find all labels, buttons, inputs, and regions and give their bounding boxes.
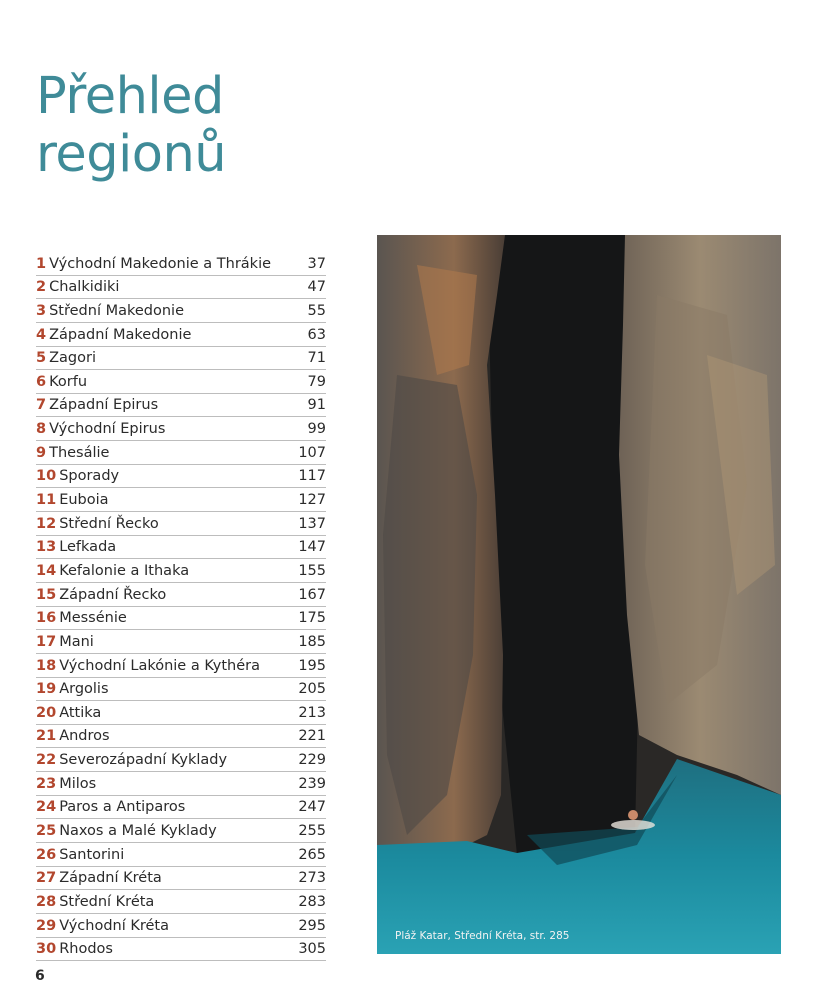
region-entry-label	[36, 397, 158, 414]
region-entry	[36, 512, 326, 536]
region-entry	[36, 796, 326, 820]
region-entry-label	[36, 776, 96, 793]
region-name: Západní Makedonie	[49, 326, 192, 343]
page-title	[36, 68, 226, 184]
region-entry	[36, 299, 326, 323]
region-entry	[36, 323, 326, 347]
region-number: 23	[36, 775, 57, 792]
region-name: Santorini	[59, 846, 125, 863]
region-page-number: 195	[298, 657, 326, 674]
region-entry	[36, 488, 326, 512]
region-entry-label	[36, 350, 96, 367]
region-entry	[36, 654, 326, 678]
region-entry-label	[36, 303, 184, 320]
region-entry-label	[36, 941, 113, 958]
region-entry	[36, 630, 326, 654]
region-number: 6	[36, 373, 47, 390]
region-number: 28	[36, 893, 57, 910]
region-name: Střední Řecko	[59, 515, 159, 532]
region-entry-label	[36, 327, 191, 344]
region-name: Lefkada	[59, 539, 117, 556]
region-number: 15	[36, 586, 57, 603]
region-entry	[36, 441, 326, 465]
region-number: 13	[36, 539, 57, 556]
region-name: Střední Makedonie	[49, 302, 184, 319]
region-page-number: 295	[298, 917, 326, 934]
region-entry	[36, 701, 326, 725]
region-entry-label	[36, 539, 116, 556]
region-page-number: 155	[298, 562, 326, 579]
page-title-line-2: regionů	[36, 125, 227, 184]
region-entry-label	[36, 752, 227, 769]
region-number: 2	[36, 279, 47, 296]
region-name: Severozápadní Kyklady	[59, 752, 228, 769]
region-entry-label	[36, 847, 124, 864]
region-entry-label	[36, 705, 101, 722]
region-number: 1	[36, 255, 47, 272]
region-entry-label	[36, 421, 165, 438]
region-page-number: 127	[298, 492, 326, 509]
region-name: Východní Kréta	[59, 917, 170, 934]
region-entry-label	[36, 256, 271, 273]
region-number: 19	[36, 681, 57, 698]
page-title-line-1: Přehled	[36, 67, 224, 126]
region-name: Chalkidiki	[49, 279, 120, 296]
region-entry-label	[36, 468, 119, 485]
region-name: Attika	[59, 704, 102, 721]
region-entry-label	[36, 918, 169, 935]
region-entry-label	[36, 870, 162, 887]
region-entry	[36, 607, 326, 631]
region-entry-label	[36, 728, 110, 745]
region-page-number: 229	[298, 752, 326, 769]
region-page-number: 167	[298, 586, 326, 603]
region-entry-label	[36, 681, 109, 698]
region-page-number: 107	[298, 444, 326, 461]
region-entry-label	[36, 587, 166, 604]
region-name: Mani	[59, 633, 94, 650]
region-entry	[36, 914, 326, 938]
region-name: Naxos a Malé Kyklady	[59, 823, 217, 840]
region-page-number: 255	[298, 823, 326, 840]
region-page-number: 265	[298, 846, 326, 863]
region-number: 20	[36, 704, 57, 721]
region-name: Thesálie	[49, 444, 110, 461]
region-entry-label	[36, 610, 127, 627]
region-name: Korfu	[49, 373, 88, 390]
region-name: Západní Epirus	[49, 397, 159, 414]
region-entry	[36, 347, 326, 371]
region-page-number: 37	[307, 255, 326, 272]
region-entry	[36, 772, 326, 796]
region-name: Východní Lakónie a Kythéra	[59, 657, 260, 674]
region-number: 25	[36, 823, 57, 840]
region-page-number: 99	[307, 421, 326, 438]
region-page-number: 117	[298, 468, 326, 485]
region-number: 27	[36, 870, 57, 887]
photo-caption: Pláž Katar, Střední Kréta, str. 285	[395, 930, 570, 942]
region-page-number: 205	[298, 681, 326, 698]
region-page-number: 239	[298, 775, 326, 792]
region-number: 18	[36, 657, 57, 674]
region-name: Západní Řecko	[59, 586, 167, 603]
region-number: 14	[36, 562, 57, 579]
region-entry-label	[36, 279, 119, 296]
region-entry	[36, 252, 326, 276]
region-entry-label	[36, 634, 94, 651]
region-entry	[36, 678, 326, 702]
region-entry	[36, 890, 326, 914]
region-page-number: 55	[307, 302, 326, 319]
region-page-number: 185	[298, 633, 326, 650]
region-number: 11	[36, 492, 57, 509]
region-name: Messénie	[59, 610, 127, 627]
region-number: 10	[36, 468, 57, 485]
region-number: 16	[36, 610, 57, 627]
region-name: Andros	[59, 728, 110, 745]
region-entry	[36, 819, 326, 843]
region-number: 12	[36, 515, 57, 532]
region-name: Paros a Antiparos	[59, 799, 186, 816]
region-page-number: 147	[298, 539, 326, 556]
region-page-number: 213	[298, 704, 326, 721]
region-entry-label	[36, 658, 260, 675]
region-entry	[36, 536, 326, 560]
region-name: Euboia	[59, 492, 109, 509]
region-name: Zagori	[49, 350, 96, 367]
region-page-number: 137	[298, 515, 326, 532]
region-name: Sporady	[59, 468, 120, 485]
region-entry	[36, 867, 326, 891]
region-name: Západní Kréta	[59, 870, 162, 887]
region-number: 5	[36, 350, 47, 367]
region-entry	[36, 276, 326, 300]
region-entry	[36, 725, 326, 749]
region-name: Rhodos	[59, 941, 113, 958]
region-name: Argolis	[59, 681, 109, 698]
region-entry-label	[36, 516, 159, 533]
region-list	[36, 252, 326, 961]
region-entry-label	[36, 894, 154, 911]
region-entry	[36, 370, 326, 394]
region-entry	[36, 559, 326, 583]
region-page-number: 175	[298, 610, 326, 627]
page-number: 6	[35, 968, 45, 984]
region-entry-label	[36, 799, 185, 816]
region-entry-label	[36, 563, 189, 580]
region-page-number: 79	[307, 373, 326, 390]
region-entry-label	[36, 374, 87, 391]
region-number: 22	[36, 752, 57, 769]
region-entry-label	[36, 492, 109, 509]
region-entry	[36, 465, 326, 489]
region-page-number: 91	[307, 397, 326, 414]
region-number: 8	[36, 421, 47, 438]
region-entry	[36, 938, 326, 962]
region-page-number: 71	[307, 350, 326, 367]
region-entry	[36, 583, 326, 607]
region-number: 29	[36, 917, 57, 934]
region-page-number: 305	[298, 941, 326, 958]
region-number: 7	[36, 397, 47, 414]
region-name: Milos	[59, 775, 97, 792]
region-entry	[36, 417, 326, 441]
cave-photo	[377, 235, 781, 954]
region-entry	[36, 394, 326, 418]
region-number: 4	[36, 326, 47, 343]
cave-photo-graphic	[377, 235, 781, 954]
region-page-number: 283	[298, 893, 326, 910]
region-entry	[36, 843, 326, 867]
region-name: Východní Makedonie a Thrákie	[49, 255, 272, 272]
region-number: 9	[36, 444, 47, 461]
region-number: 26	[36, 846, 57, 863]
region-number: 21	[36, 728, 57, 745]
region-number: 30	[36, 941, 57, 958]
region-name: Střední Kréta	[59, 893, 155, 910]
region-number: 17	[36, 633, 57, 650]
region-page-number: 221	[298, 728, 326, 745]
region-name: Východní Epirus	[49, 421, 166, 438]
region-name: Kefalonie a Ithaka	[59, 562, 190, 579]
region-page-number: 273	[298, 870, 326, 887]
region-page-number: 47	[307, 279, 326, 296]
region-entry-label	[36, 445, 109, 462]
region-entry	[36, 748, 326, 772]
region-page-number: 247	[298, 799, 326, 816]
region-entry-label	[36, 823, 217, 840]
region-number: 24	[36, 799, 57, 816]
region-number: 3	[36, 302, 47, 319]
region-page-number: 63	[307, 326, 326, 343]
